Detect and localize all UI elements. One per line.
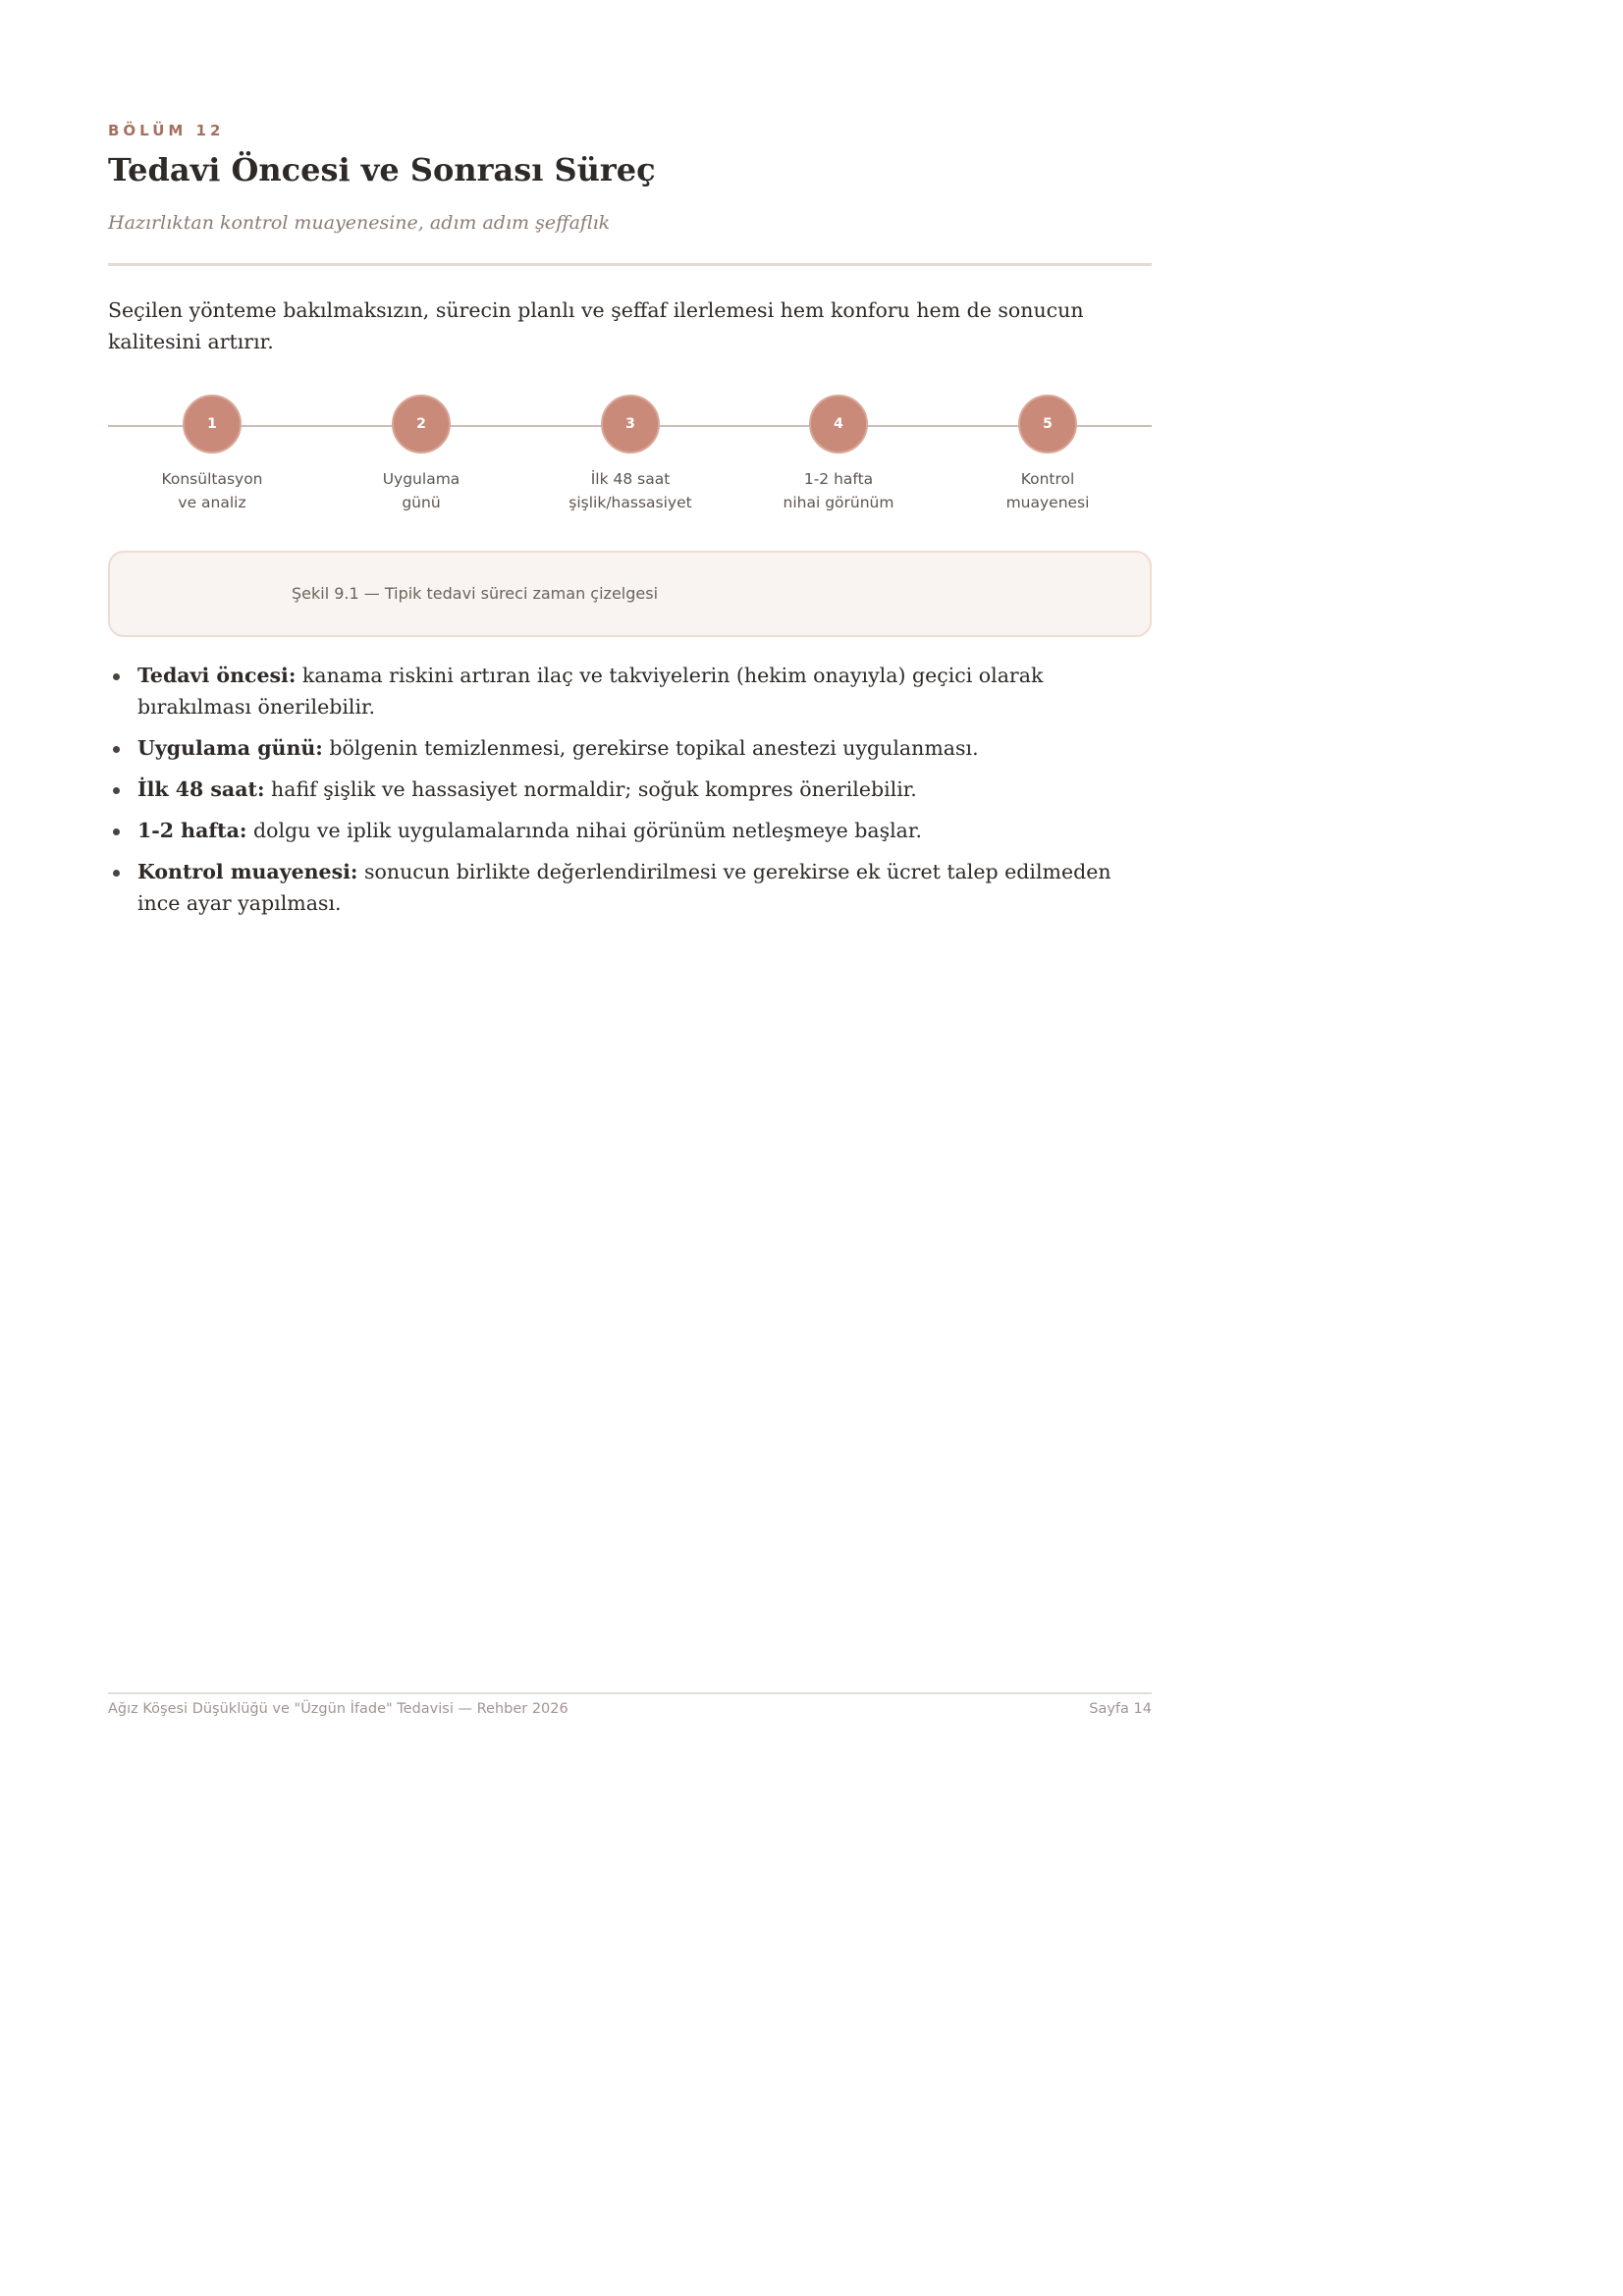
intro-paragraph: Seçilen yönteme bakılmaksızın, sürecin planlı ve şeffaf ilerlemesi hem konforu hem de sonucun kalitesini artırır. [108, 298, 1084, 353]
step-label-line: nihai görünüm [783, 494, 894, 511]
step-number-badge: 1 [183, 395, 242, 454]
step-label-line: şişlik/hassasiyet [568, 494, 692, 511]
timeline-step [755, 393, 922, 514]
list-item-text: sonucun birlikte değerlendirilmesi ve gerekirse ek ücret talep edilmeden ince ayar yapılması. [137, 860, 1111, 915]
footer-document-title: Ağız Köşesi Düşüklüğü ve "Üzgün İfade" Tedavisi — Rehber 2026 [108, 1701, 568, 1717]
page-title: Tedavi Öncesi ve Sonrası Süreç [108, 151, 656, 188]
footer-page-number: Sayfa 14 [1089, 1701, 1152, 1717]
step-label-line: Kontrol [1020, 470, 1075, 488]
list-item-term: Tedavi öncesi: [137, 664, 297, 687]
list-item-term: Uygulama günü: [137, 736, 323, 760]
list-item-text: dolgu ve iplik uygulamalarında nihai görünüm netleşmeye başlar. [246, 819, 922, 842]
step-number-badge: 3 [601, 395, 660, 454]
step-label [964, 467, 1131, 514]
step-label-line: günü [402, 494, 441, 511]
section-eyebrow: BÖLÜM 12 [108, 122, 225, 139]
list-item [108, 732, 1152, 764]
timeline-step [964, 393, 1131, 514]
list-item-text: kanama riskini artıran ilaç ve takviyelerin (hekim onayıyla) geçici olarak bırakılması önerilebilir. [137, 664, 1044, 719]
title-divider [108, 263, 1152, 266]
step-label [338, 467, 505, 514]
footer-divider [108, 1692, 1152, 1694]
list-item [108, 774, 1152, 805]
list-item [108, 856, 1152, 919]
step-number-badge: 4 [809, 395, 868, 454]
step-number-badge: 5 [1018, 395, 1077, 454]
step-label-line: 1-2 hafta [803, 470, 874, 488]
list-item-text: hafif şişlik ve hassasiyet normaldir; soğuk kompres önerilebilir. [264, 777, 917, 801]
step-label [755, 467, 922, 514]
process-timeline [108, 393, 1152, 520]
step-label-line: muayenesi [1005, 494, 1090, 511]
page-subtitle: Hazırlıktan kontrol muayenesine, adım adım şeffaflık [108, 212, 611, 234]
timeline-step [129, 393, 296, 514]
figure-caption-box [108, 551, 1152, 637]
step-label [129, 467, 296, 514]
step-label-line: ve analiz [178, 494, 246, 511]
list-item-term: 1-2 hafta: [137, 819, 247, 842]
timeline-step [547, 393, 714, 514]
list-item-term: İlk 48 saat: [137, 777, 265, 801]
list-item-text: bölgenin temizlenmesi, gerekirse topikal anestezi uygulanması. [322, 736, 979, 760]
step-number-badge: 2 [392, 395, 451, 454]
list-item [108, 660, 1152, 722]
step-label [547, 467, 714, 514]
figure-caption: Şekil 9.1 — Tipik tedavi süreci zaman çizelgesi [291, 584, 659, 603]
list-item [108, 815, 1152, 846]
timeline-step [338, 393, 505, 514]
process-bullet-list [108, 660, 1152, 929]
list-item-term: Kontrol muayenesi: [137, 860, 358, 883]
step-label-line: Uygulama [382, 470, 460, 488]
step-label-line: İlk 48 saat [590, 470, 671, 488]
step-label-line: Konsültasyon [161, 470, 263, 488]
